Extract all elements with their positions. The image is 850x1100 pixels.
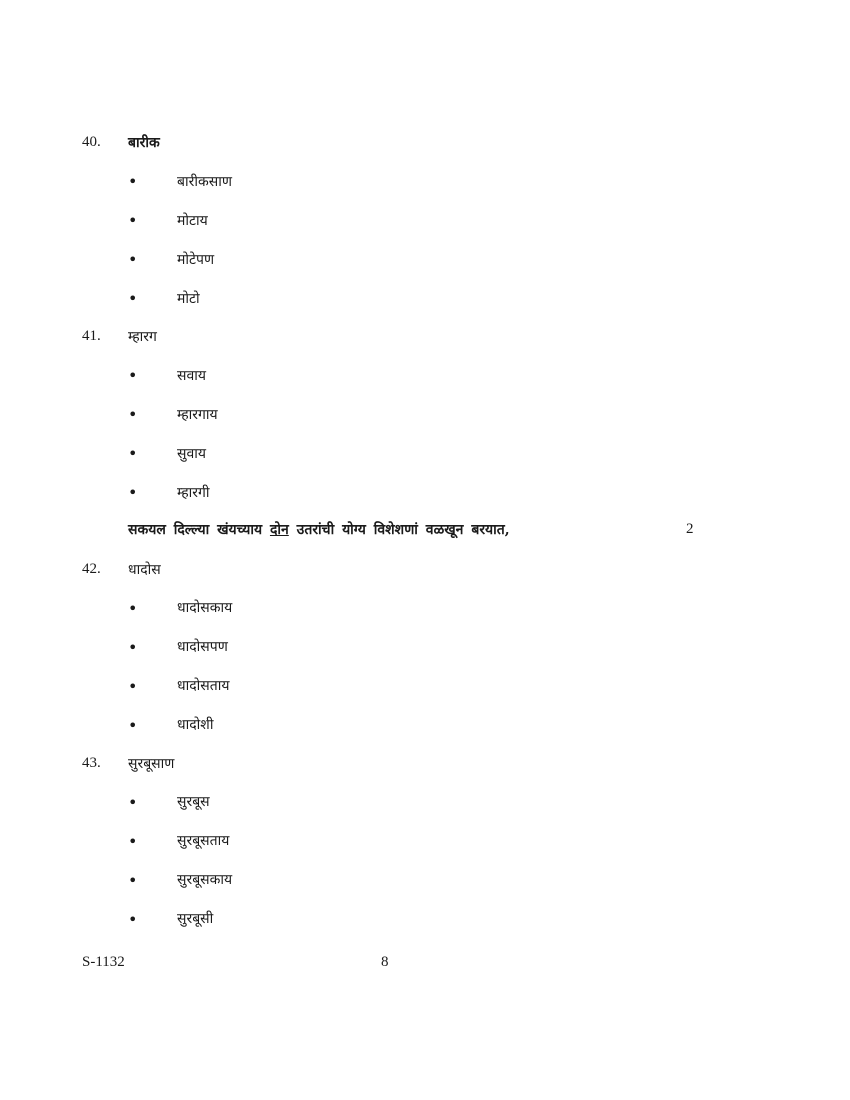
instruction-part: उतरांची योग्य विशेशणां वळखून बरयात, (296, 522, 510, 538)
bullet: • (128, 444, 138, 463)
bullet: • (128, 871, 138, 890)
bullet: • (128, 677, 138, 696)
question-number: 41. (82, 328, 101, 344)
option-text: सुरबूसकाय (177, 872, 233, 888)
option-text: धादोसपण (177, 639, 228, 655)
option-text: मोटाय (177, 213, 208, 229)
bullet: • (128, 211, 138, 230)
option-text: सुरबूस (177, 794, 210, 810)
bullet: • (128, 289, 138, 308)
question-word: सुरबूसाण (128, 756, 175, 772)
question-number: 42. (82, 561, 101, 577)
paper-code: S-1132 (82, 954, 125, 970)
bullet: • (128, 832, 138, 851)
option-text: मोटो (177, 291, 200, 307)
bullet: • (128, 599, 138, 618)
bullet: • (128, 405, 138, 424)
option-text: सुरबूसताय (177, 833, 230, 849)
instruction-emphasis: दोन (269, 522, 289, 538)
option-text: धादोसकाय (177, 600, 233, 616)
question-word: म्हारग (128, 329, 157, 345)
bullet: • (128, 638, 138, 657)
option-text: धादोशी (177, 717, 214, 733)
option-text: बारीकसाण (177, 174, 232, 190)
question-word: धादोस (128, 562, 161, 578)
option-text: धादोसताय (177, 678, 230, 694)
question-word: बारीक (128, 135, 160, 151)
instruction-part: सकयल दिल्ल्या खंयच्याय (128, 522, 263, 538)
bullet: • (128, 366, 138, 385)
bullet: • (128, 716, 138, 735)
bullet: • (128, 172, 138, 191)
bullet: • (128, 910, 138, 929)
bullet: • (128, 250, 138, 269)
bullet: • (128, 483, 138, 502)
question-number: 40. (82, 134, 101, 150)
option-text: मोटेपण (177, 252, 215, 268)
page-number: 8 (381, 954, 389, 970)
marks: 2 (686, 521, 694, 537)
option-text: सुरबूसी (177, 911, 214, 927)
option-text: सुवाय (177, 446, 206, 462)
bullet: • (128, 793, 138, 812)
instruction-text (128, 520, 510, 539)
question-number: 43. (82, 755, 101, 771)
option-text: सवाय (177, 368, 206, 384)
option-text: म्हारगी (177, 485, 210, 501)
option-text: म्हारगाय (177, 407, 218, 423)
